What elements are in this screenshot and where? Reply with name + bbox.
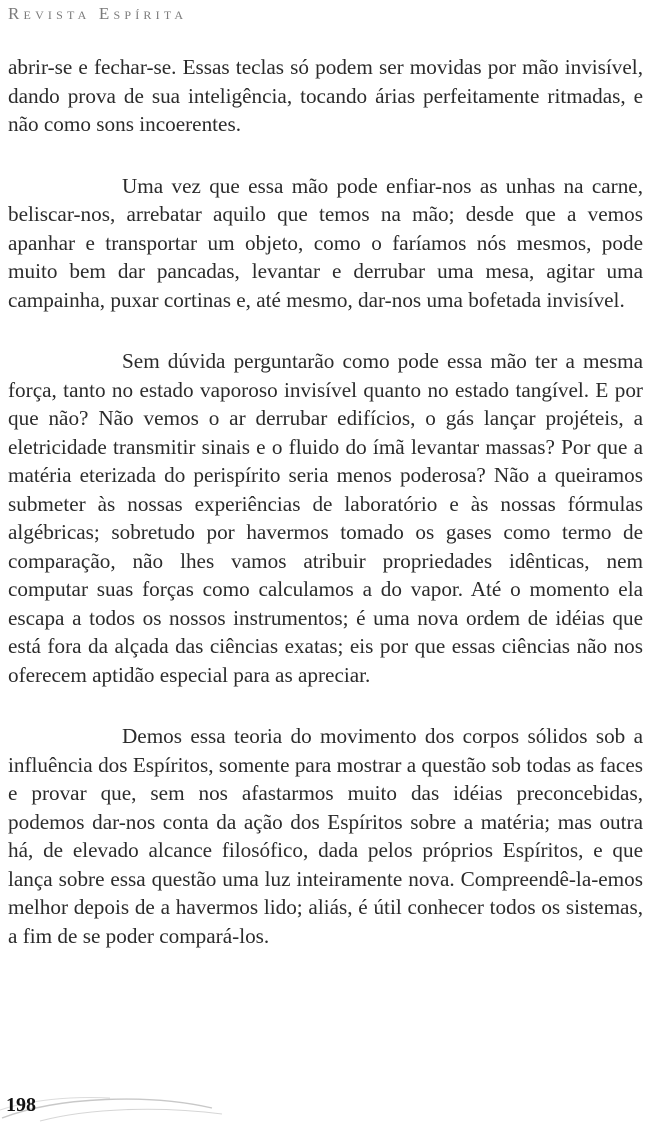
paragraph-continuation: abrir-se e fechar-se. Essas teclas só podem ser movidas por mão invisível, dando prova de sua inteligência, tocando árias perfeitamente ritmadas, e não como sons incoerentes. <box>8 55 643 136</box>
page-number: 198 <box>6 1094 36 1116</box>
page-body <box>8 53 643 983</box>
running-head: Revista Espírita <box>8 4 188 23</box>
paragraph-invisible-hand: Uma vez que essa mão pode enfiar-nos as unhas na carne, beliscar-nos, arrebatar aquilo que temos na mão; desde que a vemos apanhar e transportar um objeto, como o faríamos nós mesmos, pode muito bem dar pancadas, levantar e derrubar uma mesa, agitar uma campainha, puxar cortinas e, até mesmo, dar-nos uma bofetada invisível. <box>8 173 643 312</box>
paragraph-theory-conclusion: Demos essa teoria do movimento dos corpos sólidos sob a influência dos Espíritos, somente para mostrar a questão sob todas as faces e provar que, sem nos afastarmos muito das idéias preconcebidas, podemos dar-nos conta da ação dos Espíritos sobre a matéria; mas outra há, de elevado alcance filosófico, dada pelos próprios Espíritos, e que lança sobre essa questão uma luz inteiramente nova. Compreendê-la-emos melhor depois de a havermos lido; aliás, é útil conhecer todos os sistemas, a fim de se poder compará-los. <box>8 724 643 948</box>
paragraph-force-question: Sem dúvida perguntarão como pode essa mão ter a mesma força, tanto no estado vaporoso invisível quanto no estado tangível. E por que não? Não vemos o ar derrubar edifícios, o gás lançar projéteis, a eletricidade transmitir sinais e o fluido do ímã levantar massas? Por que a matéria eterizada do perispírito seria menos poderosa? Não a queiramos submeter às nossas experiências de laboratório e às nossas fórmulas algébricas; sobretudo por havermos tomado os gases como termo de comparação, não lhes vamos atribuir propriedades idênticas, nem computar suas forças como calculamos a do vapor. Até o momento ela escapa a todos os nossos instrumentos; é uma nova ordem de idéias que está fora da alçada das ciências exatas; eis por que essas ciências não nos oferecem aptidão especial para as apreciar. <box>8 349 643 687</box>
